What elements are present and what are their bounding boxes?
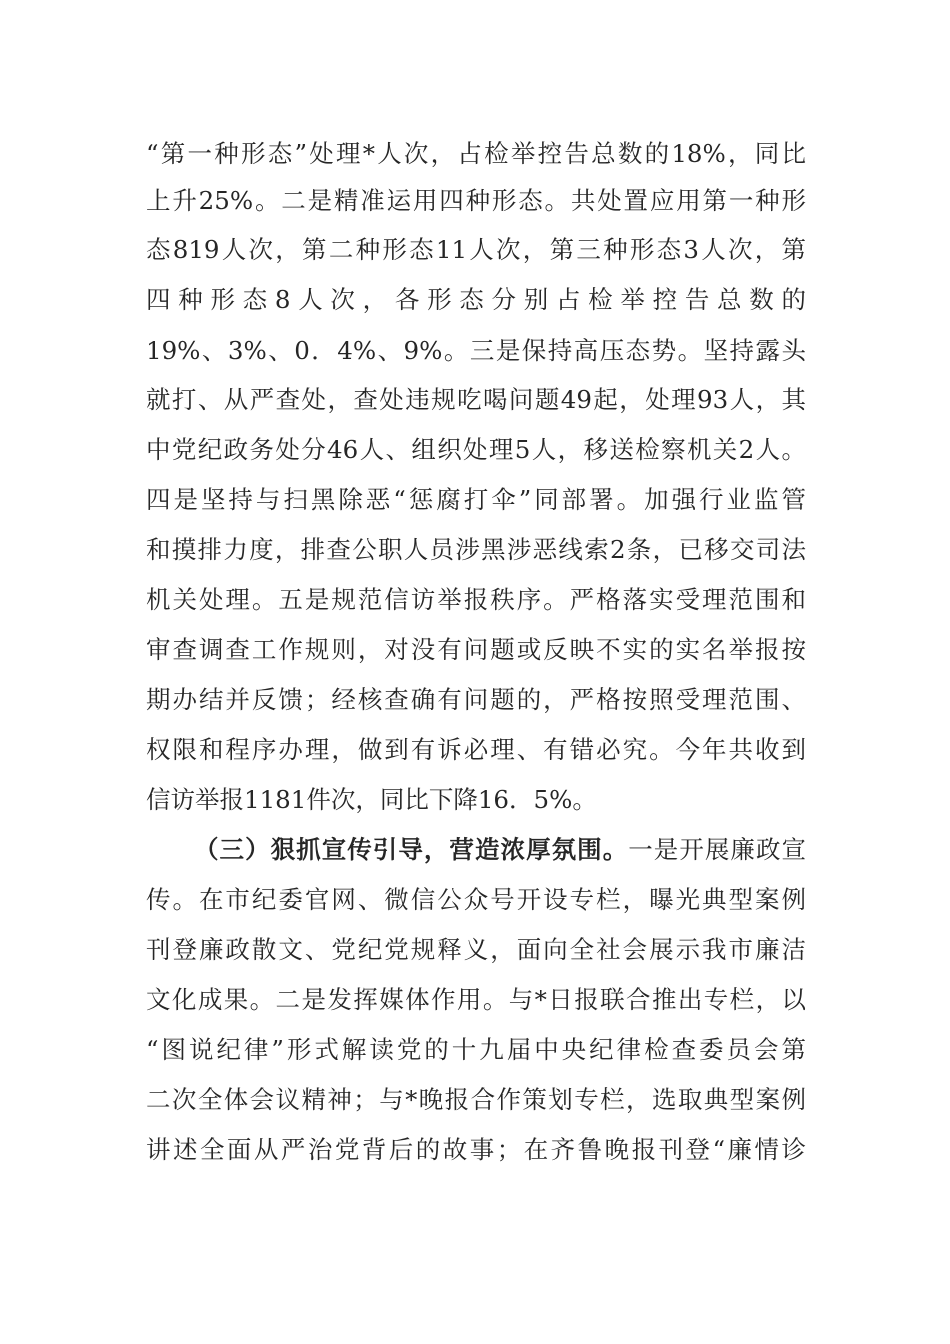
paragraph-line: 上升25%。二是精准运用四种形态。共处置应用第一种形 <box>146 186 806 215</box>
paragraph-line: 文化成果。二是发挥媒体作用。与*日报联合推出专栏，以 <box>146 985 806 1014</box>
paragraph-line: 二次全体会议精神；与*晚报合作策划专栏，选取典型案例 <box>146 1085 806 1114</box>
paragraph-line: “第一种形态”处理*人次，占检举控告总数的18%，同比 <box>146 139 806 168</box>
paragraph-line: 19%、3%、0．4%、9%。三是保持高压态势。坚持露头 <box>146 336 806 365</box>
paragraph-line: 四是坚持与扫黑除恶“惩腐打伞”同部署。加强行业监管 <box>146 485 806 514</box>
paragraph-line: 四种形态8人次，各形态分别占检举控告总数的 <box>146 285 806 314</box>
paragraph-line: 刊登廉政散文、党纪党规释义，面向全社会展示我市廉洁 <box>146 935 806 964</box>
paragraph-line: 中党纪政务处分46人、组织处理5人，移送检察机关2人。 <box>146 435 806 464</box>
paragraph-line: 讲述全面从严治党背后的故事；在齐鲁晚报刊登“廉情诊 <box>146 1135 806 1164</box>
paragraph-line: “图说纪律”形式解读党的十九届中央纪律检查委员会第 <box>146 1035 806 1064</box>
section-3-first-text: 一是开展廉政宣 <box>628 835 807 864</box>
paragraph-line: 传。在市纪委官网、微信公众号开设专栏，曝光典型案例 <box>146 885 806 914</box>
paragraph-line: 信访举报1181件次，同比下降16．5%。 <box>146 785 597 814</box>
paragraph-line: 审查调查工作规则，对没有问题或反映不实的实名举报按 <box>146 635 806 664</box>
section-3-first-line <box>194 830 806 870</box>
paragraph-line: 态819人次，第二种形态11人次，第三种形态3人次，第 <box>146 235 806 264</box>
paragraph-line: 和摸排力度，排查公职人员涉黑涉恶线索2条，已移交司法 <box>146 535 806 564</box>
paragraph-line: 期办结并反馈；经核查确有问题的，严格按照受理范围、 <box>146 685 806 714</box>
section-3-heading: （三）狠抓宣传引导，营造浓厚氛围。 <box>194 835 629 864</box>
paragraph-line: 机关处理。五是规范信访举报秩序。严格落实受理范围和 <box>146 585 806 614</box>
paragraph-line: 就打、从严查处，查处违规吃喝问题49起，处理93人，其 <box>146 385 806 414</box>
paragraph-line: 权限和程序办理，做到有诉必理、有错必究。今年共收到 <box>146 735 806 764</box>
